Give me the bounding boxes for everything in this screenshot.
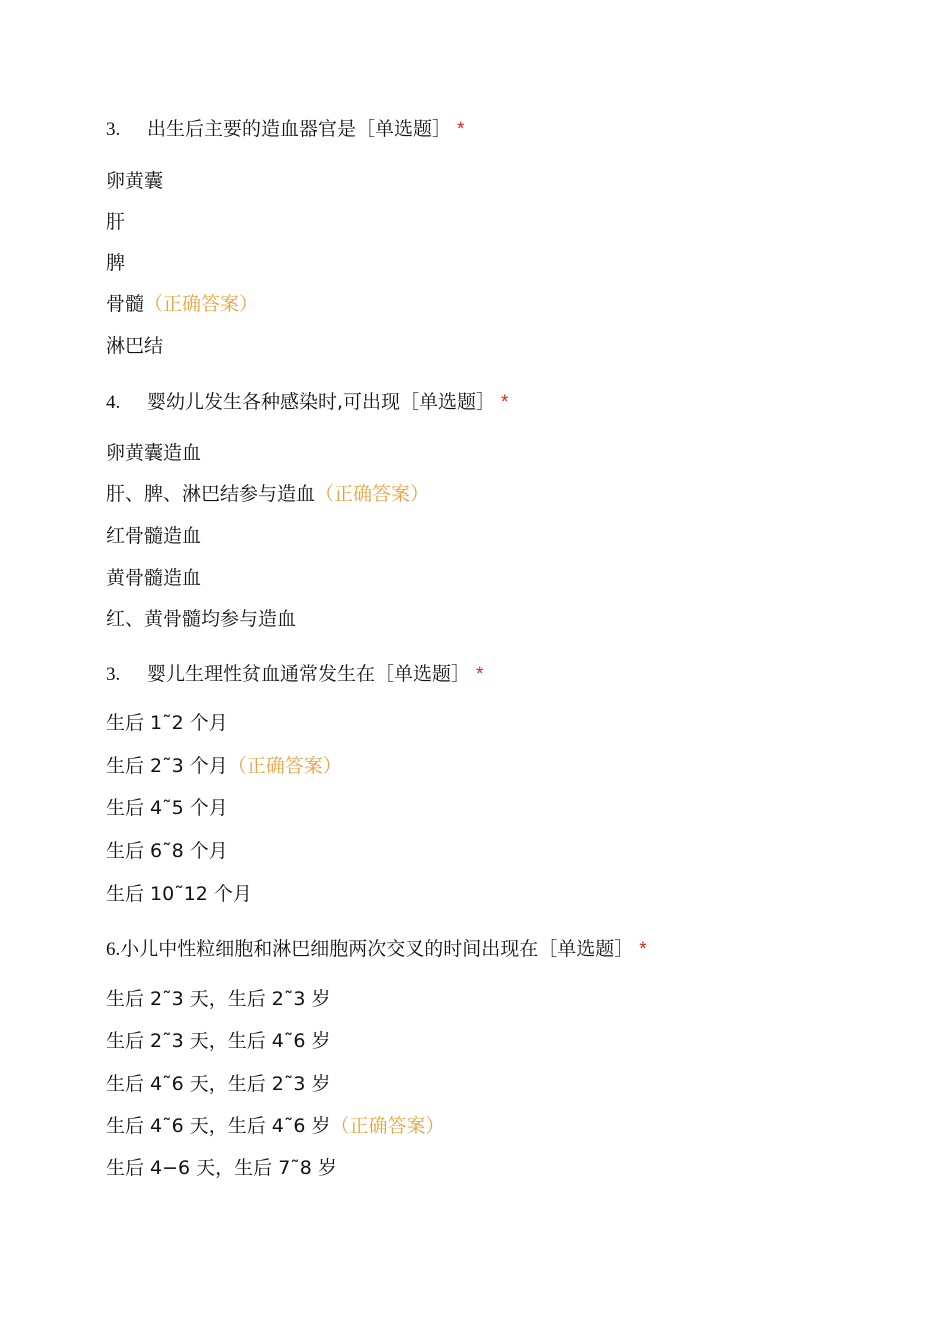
question-3-option-4 [106, 839, 228, 863]
option-text: 肝、脾、淋巴结参与造血 [106, 483, 316, 505]
question-4-option-5 [106, 1156, 337, 1180]
option-text: 卵黄囊 [106, 170, 164, 192]
option-text: 生后 6˜8 个月 [106, 840, 228, 862]
question-1-option-5 [106, 334, 163, 358]
correct-answer-label: （正确答案） [315, 483, 430, 505]
question-4-option-1 [106, 987, 331, 1011]
question-1-option-1 [106, 169, 163, 193]
option-text: 生后 2˜3 个月 [106, 755, 228, 777]
question-3-option-3 [106, 796, 228, 820]
question-2-option-4 [106, 566, 201, 590]
question-number: 6. [106, 939, 121, 960]
correct-answer-label: （正确答案） [330, 1115, 445, 1137]
option-text: 淋巴结 [106, 335, 164, 357]
question-3-option-2 [106, 754, 342, 778]
option-text: 生后 2˜3 天，生后 4˜6 岁 [106, 1030, 331, 1052]
option-text: 生后 4˜6 天，生后 2˜3 岁 [106, 1073, 331, 1095]
correct-answer-label: （正确答案） [144, 293, 259, 315]
question-text: 婴幼儿发生各种感染时,可出现［单选题］ [147, 391, 496, 413]
question-4-option-2 [106, 1029, 331, 1053]
option-text: 肝 [106, 211, 126, 233]
question-number: 3. [106, 664, 121, 685]
option-text: 骨髓 [106, 293, 145, 315]
option-text: 生后 4−6 天，生后 7˜8 岁 [106, 1157, 337, 1179]
option-text: 红、黄骨髓均参与造血 [106, 608, 297, 630]
question-3-title [106, 662, 483, 687]
question-1-option-4 [106, 292, 258, 316]
question-number: 4. [106, 392, 121, 413]
question-3-option-1 [106, 711, 228, 735]
question-text: 小儿中性粒细胞和淋巴细胞两次交叉的时间出现在［单选题］ [120, 938, 634, 960]
question-2-option-1 [106, 441, 201, 465]
required-marker: * [457, 119, 465, 140]
option-text: 生后 10˜12 个月 [106, 883, 252, 905]
question-3-option-5 [106, 882, 252, 906]
question-1-option-2 [106, 210, 125, 234]
question-number: 3. [106, 119, 121, 140]
required-marker: * [476, 664, 484, 685]
option-text: 生后 4˜5 个月 [106, 797, 228, 819]
question-4-option-4 [106, 1114, 445, 1138]
question-2-option-2 [106, 482, 429, 506]
question-2-option-5 [106, 607, 296, 631]
option-text: 生后 4˜6 天，生后 4˜6 岁 [106, 1115, 331, 1137]
option-text: 红骨髓造血 [106, 525, 202, 547]
required-marker: * [639, 939, 647, 960]
question-1-title [106, 117, 464, 142]
option-text: 生后 2˜3 天，生后 2˜3 岁 [106, 988, 331, 1010]
option-text: 黄骨髓造血 [106, 567, 202, 589]
question-2-option-3 [106, 524, 201, 548]
question-text: 婴儿生理性贫血通常发生在［单选题］ [147, 663, 471, 685]
question-1-option-3 [106, 251, 125, 275]
question-4-option-3 [106, 1072, 331, 1096]
question-text: 出生后主要的造血器官是［单选题］ [147, 118, 452, 140]
question-2-title [106, 390, 508, 415]
option-text: 卵黄囊造血 [106, 442, 202, 464]
option-text: 生后 1˜2 个月 [106, 712, 228, 734]
option-text: 脾 [106, 252, 126, 274]
correct-answer-label: （正确答案） [227, 755, 342, 777]
question-4-title [106, 937, 647, 962]
required-marker: * [501, 392, 509, 413]
